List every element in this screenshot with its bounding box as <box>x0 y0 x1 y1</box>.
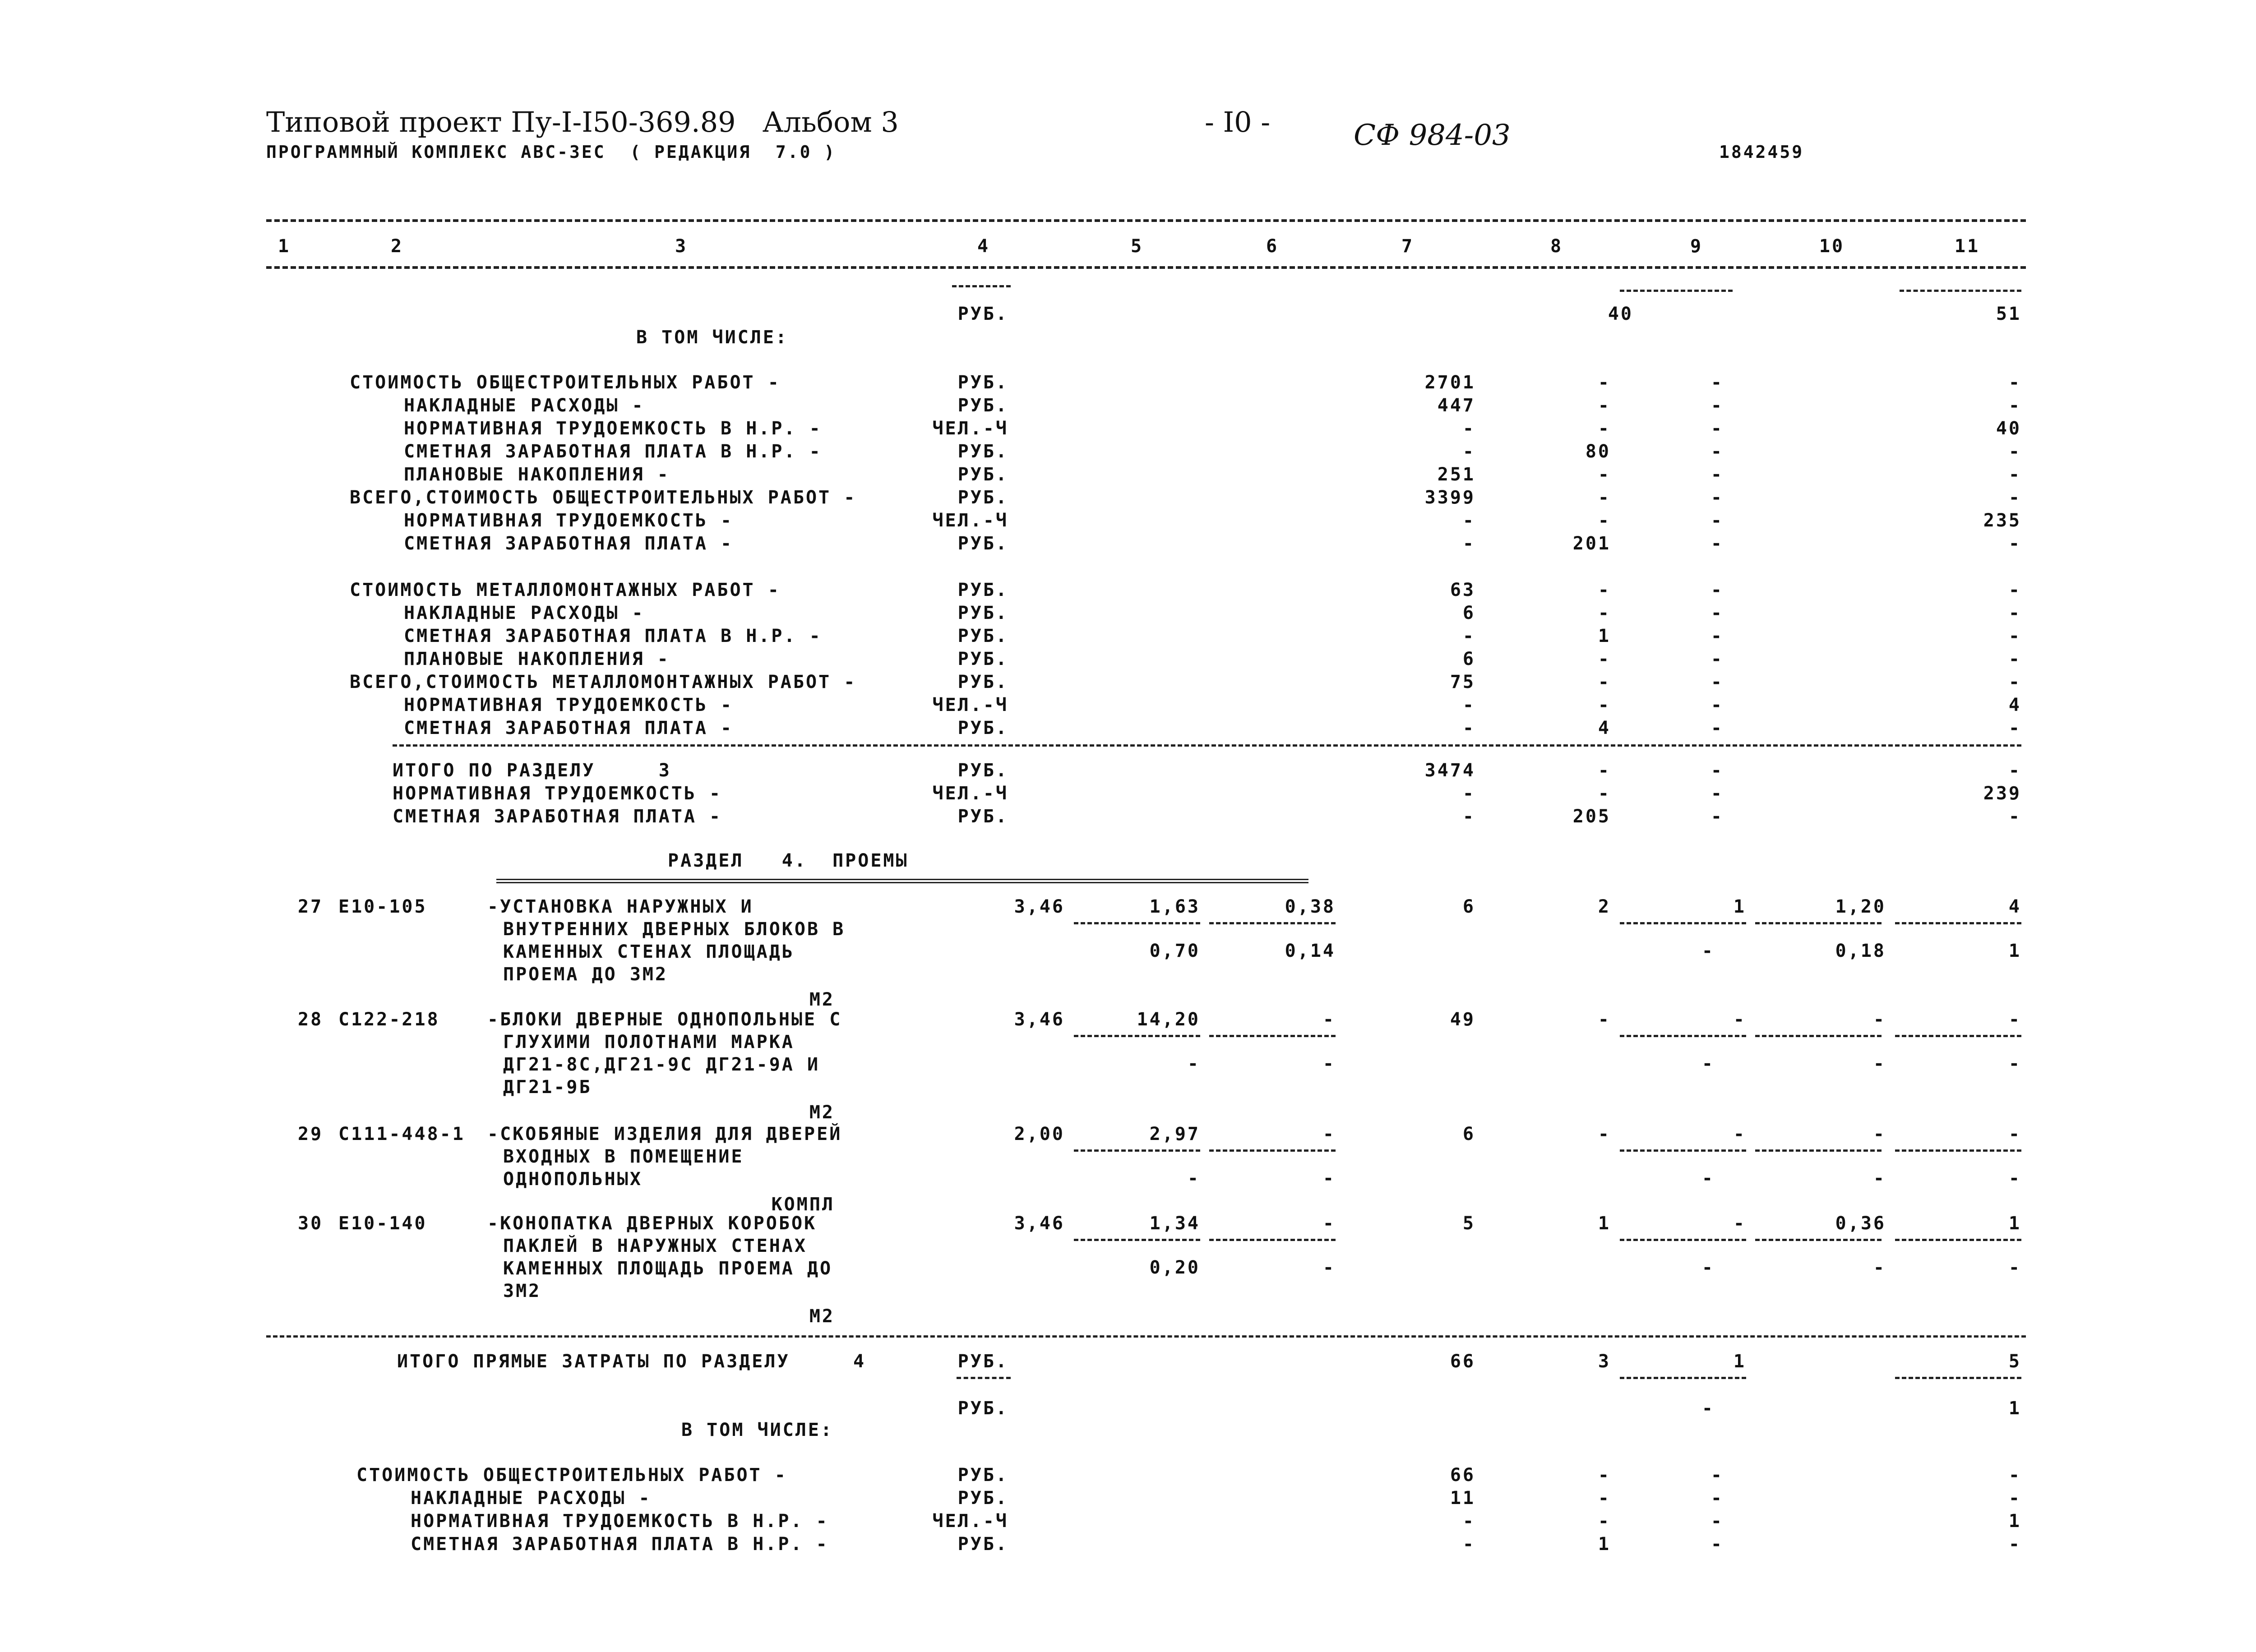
value-cell: - <box>2008 1009 2021 1030</box>
value-cell: - <box>1598 760 1611 781</box>
value-cell: - <box>1598 649 1611 669</box>
value-cell: - <box>1598 1009 1611 1030</box>
value-cell: 5 <box>1462 1213 1475 1234</box>
split-rule <box>1895 1239 2021 1241</box>
value-cell: - <box>2008 441 2021 462</box>
value-cell: - <box>1710 580 1724 600</box>
value-cell: - <box>2008 1534 2021 1555</box>
value-cell: 1 <box>2008 1213 2021 1234</box>
value-cell: - <box>2008 1168 2021 1189</box>
value-cell: - <box>1462 718 1475 738</box>
underline-unit <box>957 1377 1011 1379</box>
value-cell: 66 <box>1450 1465 1475 1486</box>
value-cell: - <box>2008 580 2021 600</box>
value-cell: 0,38 <box>1285 896 1336 917</box>
row-label: НОРМАТИВНАЯ ТРУДОЕМКОСТЬ - <box>404 510 734 531</box>
value-cell: - <box>1710 1465 1724 1486</box>
underline-c9 <box>1620 1377 1746 1379</box>
unit-cell: РУБ. <box>957 806 1008 827</box>
row-label: СМЕТНАЯ ЗАРАБОТНАЯ ПЛАТА В Н.Р. - <box>404 626 822 646</box>
item-description-line: ПРОЕМА ДО 3М2 <box>503 964 668 985</box>
including-heading: В ТОМ ЧИСЛЕ: <box>636 327 788 348</box>
value-cell: 2701 <box>1424 372 1475 393</box>
column-number: 11 <box>1954 236 1980 257</box>
unit-cell: ЧЕЛ.-Ч <box>932 418 1008 439</box>
item-unit: М2 <box>809 1102 835 1123</box>
row-label: СМЕТНАЯ ЗАРАБОТНАЯ ПЛАТА В Н.Р. - <box>411 1534 829 1555</box>
unit-cell: РУБ. <box>957 626 1008 646</box>
value-cell: - <box>2008 760 2021 781</box>
underline-c11 <box>1895 1377 2021 1379</box>
row-label: НАКЛАДНЫЕ РАСХОДЫ - <box>411 1488 652 1509</box>
value-cell: - <box>1701 1168 1715 1189</box>
value-cell: - <box>1322 1257 1336 1278</box>
value-cell: - <box>2008 533 2021 554</box>
value-cell: 0,36 <box>1835 1213 1886 1234</box>
value-cell: 1 <box>2008 1398 2021 1419</box>
value-cell: - <box>1710 487 1724 508</box>
value-cell: 40 <box>1996 418 2021 439</box>
column-number: 8 <box>1550 236 1563 257</box>
value-cell: 3474 <box>1424 760 1475 781</box>
item-number: 27 <box>298 896 324 917</box>
value-cell: 5 <box>2008 1351 2021 1372</box>
value-cell: 1 <box>1598 1213 1611 1234</box>
item-number: 30 <box>298 1213 324 1234</box>
split-rule <box>1620 922 1746 924</box>
row-label: СТОИМОСТЬ ОБЩЕСТРОИТЕЛЬНЫХ РАБОТ - <box>356 1465 787 1486</box>
value-cell: - <box>1462 695 1475 715</box>
value-cell: 66 <box>1450 1351 1475 1372</box>
value-cell: 1 <box>2008 1511 2021 1532</box>
split-rule <box>1755 922 1882 924</box>
value-cell: - <box>1873 1124 1886 1144</box>
value-cell: - <box>1710 510 1724 531</box>
unit-cell: РУБ. <box>957 464 1008 485</box>
total-label: ИТОГО ПРЯМЫЕ ЗАТРАТЫ ПО РАЗДЕЛУ 4 <box>397 1351 866 1372</box>
value-cell: 6 <box>1462 649 1475 669</box>
column-number: 6 <box>1266 236 1279 257</box>
value-cell: 3399 <box>1424 487 1475 508</box>
value-cell: 1 <box>1598 626 1611 646</box>
unit-cell: РУБ. <box>957 1534 1008 1555</box>
value-cell: - <box>1873 1053 1886 1074</box>
unit-cell: РУБ. <box>957 395 1008 416</box>
value-cell: - <box>1710 649 1724 669</box>
unit-cell: РУБ. <box>957 533 1008 554</box>
row-label: ПЛАНОВЫЕ НАКОПЛЕНИЯ - <box>404 464 670 485</box>
value-cell: - <box>1710 806 1724 827</box>
value-cell: 235 <box>1983 510 2021 531</box>
value-cell: - <box>1322 1213 1336 1234</box>
split-rule <box>1895 922 2021 924</box>
unit-cell: РУБ. <box>957 304 1008 324</box>
value-cell: - <box>2008 1053 2021 1074</box>
value-cell: - <box>2008 395 2021 416</box>
value-cell: - <box>1462 1534 1475 1555</box>
value-cell: - <box>1598 672 1611 692</box>
unit-cell: ЧЕЛ.-Ч <box>932 695 1008 715</box>
value-cell: - <box>1710 1511 1724 1532</box>
value-cell: 0,20 <box>1149 1257 1200 1278</box>
value-cell: - <box>2008 372 2021 393</box>
value-cell: 0,14 <box>1285 941 1336 961</box>
section-rule <box>266 1335 2026 1338</box>
unit-cell: ЧЕЛ.-Ч <box>932 510 1008 531</box>
underline-unit <box>952 285 1011 287</box>
column-number: 9 <box>1690 236 1703 257</box>
header-title: Типовой проект Пу-I-I50-369.89 Альбом 3 <box>266 106 899 138</box>
value-cell: - <box>1187 1168 1200 1189</box>
value-cell: - <box>1701 941 1715 961</box>
unit-cell: РУБ. <box>957 1488 1008 1509</box>
row-label: НОРМАТИВНАЯ ТРУДОЕМКОСТЬ В Н.Р. - <box>411 1511 829 1532</box>
item-description-line: ГЛУХИМИ ПОЛОТНАМИ МАРКА <box>503 1032 795 1052</box>
value-cell: 49 <box>1450 1009 1475 1030</box>
split-rule <box>1209 1149 1336 1152</box>
unit-cell: РУБ. <box>957 672 1008 692</box>
value-cell: 40 <box>1608 304 1633 324</box>
value-cell: - <box>1710 718 1724 738</box>
value-cell: - <box>1710 783 1724 804</box>
split-rule <box>1895 1149 2021 1152</box>
value-cell: - <box>1873 1257 1886 1278</box>
split-rule <box>1074 922 1200 924</box>
unit-cell: ЧЕЛ.-Ч <box>932 1511 1008 1532</box>
value-cell: 1,34 <box>1149 1213 1200 1234</box>
value-cell: 1 <box>1733 1351 1746 1372</box>
row-label: НАКЛАДНЫЕ РАСХОДЫ - <box>404 603 645 623</box>
underline-c9 <box>1620 290 1733 292</box>
value-cell: - <box>1733 1124 1746 1144</box>
value-cell: 1,20 <box>1835 896 1886 917</box>
item-number: 28 <box>298 1009 324 1030</box>
unit-cell: РУБ. <box>957 580 1008 600</box>
value-cell: - <box>1462 418 1475 439</box>
item-description-line: ОДНОПОЛЬНЫХ <box>503 1169 643 1190</box>
value-cell: - <box>2008 1488 2021 1509</box>
value-cell: - <box>1598 487 1611 508</box>
row-label: СМЕТНАЯ ЗАРАБОТНАЯ ПЛАТА - <box>404 718 734 738</box>
item-code: С111-448-1 <box>338 1124 465 1144</box>
value-cell: 4 <box>2008 695 2021 715</box>
value-cell: 239 <box>1983 783 2021 804</box>
value-cell: - <box>1710 626 1724 646</box>
value-cell: - <box>1710 603 1724 623</box>
value-cell: - <box>2008 1257 2021 1278</box>
value-cell: 2,97 <box>1149 1124 1200 1144</box>
column-number: 10 <box>1819 236 1845 257</box>
value-cell: 4 <box>1598 718 1611 738</box>
value-cell: 75 <box>1450 672 1475 692</box>
value-cell: - <box>1462 626 1475 646</box>
column-number: 5 <box>1130 236 1144 257</box>
item-description-line: 3М2 <box>503 1281 541 1301</box>
value-cell: - <box>1710 672 1724 692</box>
unit-cell: РУБ. <box>957 1351 1008 1372</box>
value-cell: 80 <box>1585 441 1611 462</box>
item-code: Е10-105 <box>338 896 427 917</box>
including-heading: В ТОМ ЧИСЛЕ: <box>681 1420 833 1440</box>
row-label: ВСЕГО,СТОИМОСТЬ ОБЩЕСТРОИТЕЛЬНЫХ РАБОТ - <box>350 487 857 508</box>
value-cell: 205 <box>1572 806 1611 827</box>
item-quantity: 2,00 <box>1014 1124 1065 1144</box>
value-cell: - <box>1710 533 1724 554</box>
split-rule <box>1620 1035 1746 1037</box>
row-label: НОРМАТИВНАЯ ТРУДОЕМКОСТЬ В Н.Р. - <box>404 418 822 439</box>
value-cell: - <box>1598 695 1611 715</box>
unit-cell: РУБ. <box>957 487 1008 508</box>
item-code: С122-218 <box>338 1009 440 1030</box>
value-cell: - <box>1873 1168 1886 1189</box>
value-cell: - <box>1701 1053 1715 1074</box>
unit-cell: РУБ. <box>957 441 1008 462</box>
item-unit: М2 <box>809 989 835 1010</box>
value-cell: 4 <box>2008 896 2021 917</box>
split-rule <box>1209 922 1336 924</box>
value-cell: 6 <box>1462 1124 1475 1144</box>
item-unit: М2 <box>809 1306 835 1327</box>
value-cell: - <box>1710 695 1724 715</box>
item-description-line: КАМЕННЫХ ПЛОЩАДЬ ПРОЕМА ДО <box>503 1258 833 1279</box>
value-cell: - <box>1598 418 1611 439</box>
value-cell: - <box>1873 1009 1886 1030</box>
value-cell: - <box>1598 395 1611 416</box>
split-rule <box>1620 1149 1746 1152</box>
item-description-line: -СКОБЯНЫЕ ИЗДЕЛИЯ ДЛЯ ДВЕРЕЙ <box>487 1124 842 1144</box>
value-cell: - <box>2008 487 2021 508</box>
column-number: 2 <box>390 236 404 257</box>
section-rule <box>393 744 2021 747</box>
unit-cell: РУБ. <box>957 649 1008 669</box>
item-description-line: ПАКЛЕЙ В НАРУЖНЫХ СТЕНАХ <box>503 1236 807 1256</box>
value-cell: - <box>1598 1511 1611 1532</box>
value-cell: - <box>1598 1465 1611 1486</box>
value-cell: 51 <box>1996 304 2021 324</box>
value-cell: - <box>1710 418 1724 439</box>
section-heading: РАЗДЕЛ 4. ПРОЕМЫ <box>668 850 909 871</box>
value-cell: 11 <box>1450 1488 1475 1509</box>
split-rule <box>1755 1035 1882 1037</box>
value-cell: 6 <box>1462 603 1475 623</box>
row-label: НАКЛАДНЫЕ РАСХОДЫ - <box>404 395 645 416</box>
value-cell: 0,70 <box>1149 941 1200 961</box>
value-cell: - <box>1322 1124 1336 1144</box>
unit-cell: РУБ. <box>957 760 1008 781</box>
handwritten-note: СФ 984-03 <box>1354 119 1511 152</box>
value-cell: - <box>2008 1124 2021 1144</box>
value-cell: - <box>2008 464 2021 485</box>
split-rule <box>1209 1239 1336 1241</box>
value-cell: 251 <box>1437 464 1475 485</box>
page-number: - I0 - <box>1205 106 1271 138</box>
split-rule <box>1074 1035 1200 1037</box>
value-cell: - <box>2008 1465 2021 1486</box>
header-subtitle: ПРОГРАММНЫЙ КОМПЛЕКС АВС-3ЕС ( РЕДАКЦИЯ 7.0 ) <box>266 142 837 162</box>
item-description-line: -КОНОПАТКА ДВЕРНЫХ КОРОБОК <box>487 1213 817 1234</box>
row-label: СТОИМОСТЬ МЕТАЛЛОМОНТАЖНЫХ РАБОТ - <box>350 580 781 600</box>
value-cell: - <box>2008 626 2021 646</box>
value-cell: - <box>1710 760 1724 781</box>
item-code: Е10-140 <box>338 1213 427 1234</box>
column-number: 3 <box>675 236 688 257</box>
item-description-line: -БЛОКИ ДВЕРНЫЕ ОДНОПОЛЬНЫЕ С <box>487 1009 842 1030</box>
column-number: 4 <box>977 236 990 257</box>
header-rule-top <box>266 219 2026 222</box>
value-cell: 2 <box>1598 896 1611 917</box>
row-label: СМЕТНАЯ ЗАРАБОТНАЯ ПЛАТА В Н.Р. - <box>404 441 822 462</box>
row-label: ВСЕГО,СТОИМОСТЬ МЕТАЛЛОМОНТАЖНЫХ РАБОТ - <box>350 672 857 692</box>
item-description-line: ВНУТРЕННИХ ДВЕРНЫХ БЛОКОВ В <box>503 919 846 940</box>
unit-cell: РУБ. <box>957 718 1008 738</box>
value-cell: - <box>1598 603 1611 623</box>
item-description-line: -УСТАНОВКА НАРУЖНЫХ И <box>487 896 754 917</box>
row-label: НОРМАТИВНАЯ ТРУДОЕМКОСТЬ - <box>404 695 734 715</box>
value-cell: - <box>1598 580 1611 600</box>
split-rule <box>1620 1239 1746 1241</box>
value-cell: - <box>1462 806 1475 827</box>
total-label: СМЕТНАЯ ЗАРАБОТНАЯ ПЛАТА - <box>393 806 722 827</box>
split-rule <box>1755 1149 1882 1152</box>
item-number: 29 <box>298 1124 324 1144</box>
unit-cell: РУБ. <box>957 1465 1008 1486</box>
value-cell: 447 <box>1437 395 1475 416</box>
split-rule <box>1074 1149 1200 1152</box>
split-rule <box>1755 1239 1882 1241</box>
underline-c11 <box>1900 290 2021 292</box>
value-cell: - <box>1462 533 1475 554</box>
value-cell: - <box>1733 1213 1746 1234</box>
value-cell: - <box>1462 1511 1475 1532</box>
value-cell: - <box>1462 441 1475 462</box>
value-cell: - <box>1710 372 1724 393</box>
value-cell: - <box>1710 1488 1724 1509</box>
value-cell: - <box>1322 1168 1336 1189</box>
item-description-line: КАМЕННЫХ СТЕНАХ ПЛОЩАДЬ <box>503 941 795 962</box>
column-number: 1 <box>277 236 291 257</box>
value-cell: 3 <box>1598 1351 1611 1372</box>
header-rule-bottom <box>266 266 2026 269</box>
value-cell: - <box>1322 1009 1336 1030</box>
value-cell: 1 <box>1598 1534 1611 1555</box>
value-cell: 1 <box>2008 941 2021 961</box>
item-quantity: 3,46 <box>1014 1009 1065 1030</box>
row-label: ПЛАНОВЫЕ НАКОПЛЕНИЯ - <box>404 649 670 669</box>
value-cell: 0,18 <box>1835 941 1886 961</box>
item-quantity: 3,46 <box>1014 1213 1065 1234</box>
column-number: 7 <box>1401 236 1415 257</box>
value-cell: - <box>1598 1488 1611 1509</box>
split-rule <box>1209 1035 1336 1037</box>
value-cell: - <box>1710 1534 1724 1555</box>
value-cell: - <box>1598 783 1611 804</box>
value-cell: 63 <box>1450 580 1475 600</box>
unit-cell: РУБ. <box>957 1398 1008 1419</box>
value-cell: - <box>1710 464 1724 485</box>
unit-cell: РУБ. <box>957 603 1008 623</box>
item-unit: КОМПЛ <box>771 1194 835 1215</box>
value-cell: - <box>1598 510 1611 531</box>
value-cell: - <box>2008 649 2021 669</box>
section-heading-rule <box>496 879 1308 883</box>
value-cell: - <box>1187 1053 1200 1074</box>
value-cell: - <box>1598 372 1611 393</box>
unit-cell: ЧЕЛ.-Ч <box>932 783 1008 804</box>
value-cell: - <box>2008 806 2021 827</box>
value-cell: - <box>1701 1257 1715 1278</box>
item-description-line: ВХОДНЫХ В ПОМЕЩЕНИЕ <box>503 1146 744 1167</box>
value-cell: - <box>2008 718 2021 738</box>
value-cell: - <box>1733 1009 1746 1030</box>
split-rule <box>1074 1239 1200 1241</box>
item-description-line: ДГ21-9Б <box>503 1077 592 1098</box>
value-cell: 6 <box>1462 896 1475 917</box>
total-label: НОРМАТИВНАЯ ТРУДОЕМКОСТЬ - <box>393 783 722 804</box>
item-quantity: 3,46 <box>1014 896 1065 917</box>
total-label: ИТОГО ПО РАЗДЕЛУ 3 <box>393 760 671 781</box>
value-cell: 1,63 <box>1149 896 1200 917</box>
value-cell: 14,20 <box>1137 1009 1200 1030</box>
item-description-line: ДГ21-8С,ДГ21-9С ДГ21-9А И <box>503 1054 820 1075</box>
split-rule <box>1895 1035 2021 1037</box>
value-cell: - <box>2008 603 2021 623</box>
document-code: 1842459 <box>1719 142 1804 162</box>
value-cell: - <box>1462 510 1475 531</box>
value-cell: - <box>1598 464 1611 485</box>
value-cell: 1 <box>1733 896 1746 917</box>
value-cell: - <box>1710 441 1724 462</box>
row-label: СТОИМОСТЬ ОБЩЕСТРОИТЕЛЬНЫХ РАБОТ - <box>350 372 781 393</box>
value-cell: - <box>1701 1398 1715 1419</box>
unit-cell: РУБ. <box>957 372 1008 393</box>
value-cell: - <box>1598 1124 1611 1144</box>
value-cell: - <box>1462 783 1475 804</box>
value-cell: - <box>1322 1053 1336 1074</box>
value-cell: - <box>2008 672 2021 692</box>
value-cell: 201 <box>1572 533 1611 554</box>
row-label: СМЕТНАЯ ЗАРАБОТНАЯ ПЛАТА - <box>404 533 734 554</box>
value-cell: - <box>1710 395 1724 416</box>
